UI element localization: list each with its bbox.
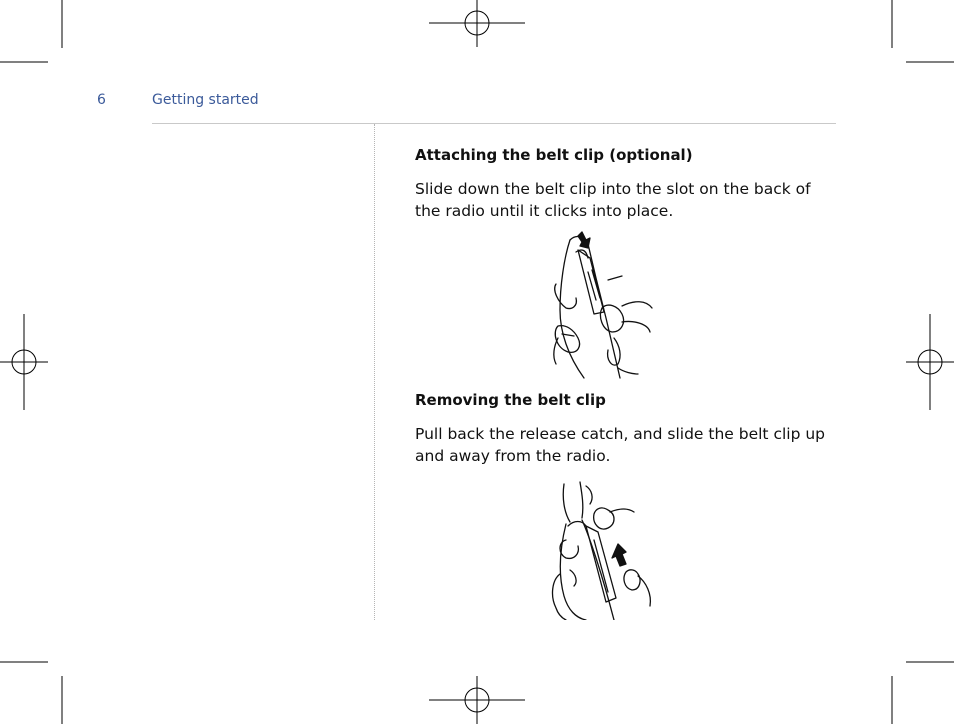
column-divider <box>374 124 375 620</box>
remove-belt-clip-illustration <box>546 478 658 620</box>
header-rule <box>152 123 836 124</box>
section-body-attach: Slide down the belt clip into the slot on the back of the radio until it clicks into place. <box>415 180 811 220</box>
registration-mark-right <box>906 314 954 410</box>
section-body-remove: Pull back the release catch, and slide the belt clip up and away from the radio. <box>415 425 826 465</box>
page-number: 6 <box>97 92 106 108</box>
attach-belt-clip-illustration <box>548 228 660 380</box>
section-heading-attach: Attaching the belt clip (optional) <box>415 146 693 164</box>
running-header-title: Getting started <box>152 92 259 108</box>
section-heading-remove: Removing the belt clip <box>415 391 606 409</box>
registration-mark-top <box>429 0 525 47</box>
registration-mark-bottom <box>429 676 525 724</box>
registration-mark-left <box>0 314 48 410</box>
